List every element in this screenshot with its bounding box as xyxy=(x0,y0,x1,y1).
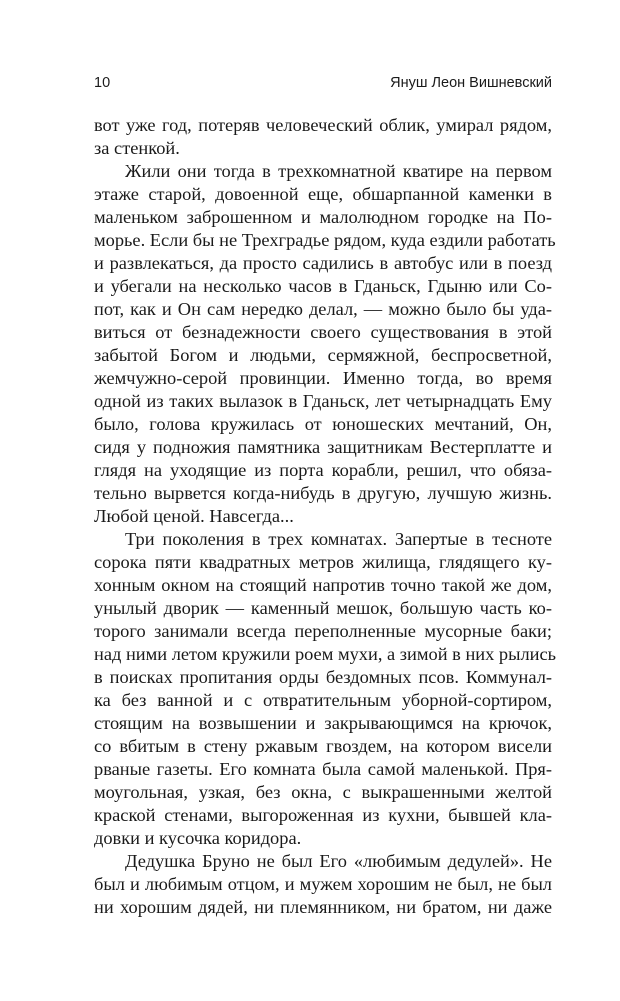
text-line: был и любимым отцом, и мужем хорошим не был, не был xyxy=(94,874,552,894)
text-line: торого занимали всегда переполненные мусорные баки; xyxy=(94,621,552,641)
text-line: Жили они тогда в трехкомнатной кватире на первом xyxy=(125,161,552,181)
text-line: в поисках пропитания орды бездомных псов. Коммунал- xyxy=(94,667,552,687)
text-line: глядя на уходящие из порта корабли, решил, что обяза- xyxy=(94,460,552,480)
text-line: жемчужно-серой провинции. Именно тогда, во время xyxy=(94,368,552,388)
text-line: сорока пяти квадратных метров жилища, глядящего ку- xyxy=(94,552,552,572)
text-line: было, голова кружилась от юношеских мечтаний, Он, xyxy=(94,414,552,434)
text-line: унылый дворик — каменный мешок, большую часть ко- xyxy=(94,598,552,618)
text-line: за стенкой. xyxy=(94,138,180,158)
text-line: стоящим на возвышении и закрывающимся на крючок, xyxy=(94,713,552,733)
text-line: тельно вырвется когда-нибудь в другую, лучшую жизнь. xyxy=(94,483,552,503)
running-head xyxy=(94,73,552,93)
text-line: краской стенами, выгороженная из кухни, бывшей кла- xyxy=(94,805,552,825)
text-line: моугольная, узкая, без окна, с выкрашенными желтой xyxy=(94,782,552,802)
text-line: Дедушка Бруно не был Его «любимым дедулей». Не xyxy=(125,851,552,871)
text-line: вот уже год, потеряв человеческий облик, умирал рядом, xyxy=(94,115,552,135)
text-line: забытой Богом и людьми, сермяжной, беспросветной, xyxy=(94,345,552,365)
text-line: сидя у подножия памятника защитникам Вестерплатте и xyxy=(94,437,552,457)
text-line: хонным окном на стоящий напротив точно такой же дом, xyxy=(94,575,552,595)
text-line: со вбитым в стену ржавым гвоздем, на котором висели xyxy=(94,736,552,756)
text-line: пот, как и Он сам нередко делал, — можно было бы уда- xyxy=(94,299,552,319)
author-header: Януш Леон Вишневский xyxy=(390,75,552,91)
text-line: маленьком заброшенном и малолюдном городке на По- xyxy=(94,207,552,227)
text-line: ни хорошим дядей, ни племянником, ни братом, ни даже xyxy=(94,897,552,917)
text-line: довки и кусочка коридора. xyxy=(94,828,302,848)
text-line: и убегали на несколько часов в Гданьск, Гдыню или Со- xyxy=(94,276,552,296)
text-line: одной из таких вылазок в Гданьск, лет четырнадцать Ему xyxy=(94,391,552,411)
text-line: и развлекаться, да просто садились в автобус или в поезд xyxy=(94,253,552,273)
text-line: Три поколения в трех комнатах. Запертые в тесноте xyxy=(125,529,552,549)
text-line: Любой ценой. Навсегда... xyxy=(94,506,294,526)
text-line: морье. Если бы не Трехградье рядом, куда ездили работать xyxy=(94,230,556,250)
text-line: виться от безнадежности своего существования в этой xyxy=(94,322,552,342)
text-line: ка без ванной и с отвратительным уборной-сортиром, xyxy=(94,690,552,710)
text-line: этаже старой, довоенной еще, обшарпанной каменки в xyxy=(94,184,552,204)
page-number: 10 xyxy=(94,75,111,91)
text-line: рваные газеты. Его комната была самой маленькой. Пря- xyxy=(94,759,552,779)
text-line: над ними летом кружили роем мухи, а зимой в них рылись xyxy=(94,644,557,664)
body-text xyxy=(94,114,557,919)
